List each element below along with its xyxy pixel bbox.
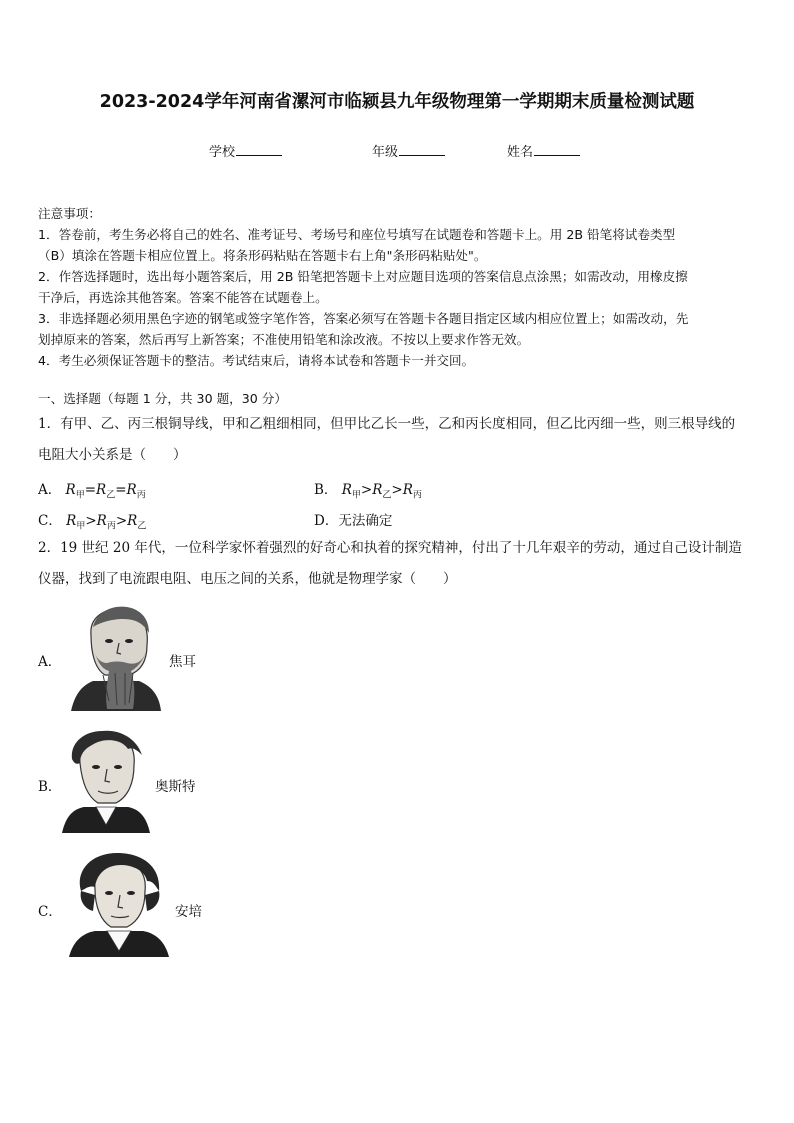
question-1-line-1: 1．有甲、乙、丙三根铜导线，甲和乙粗细相同，但甲比乙长一些，乙和丙长度相同，但乙比丙细一些，则三根导线的	[38, 416, 736, 432]
q2-option-b-letter[interactable]: B．	[38, 779, 62, 795]
r-symbol: R	[402, 482, 413, 498]
subscript: 乙	[137, 521, 147, 532]
question-2-line-1: 2．19 世纪 20 年代，一位科学家怀着强烈的好奇心和执着的探究精神，付出了十几年艰辛的劳动，通过自己设计制造	[38, 540, 742, 556]
subscript: 乙	[106, 490, 116, 501]
subscript: 甲	[76, 521, 86, 532]
question-1-line-2: 电阻大小关系是（ ）	[38, 447, 187, 463]
notes-line: 2．作答选择题时，选出每小题答案后，用 2B 铅笔把答题卡上对应题目选项的答案信息点涂黑；如需改动，用橡皮擦	[38, 269, 688, 284]
school-label: 学校	[209, 145, 236, 160]
notes-line: （B）填涂在答题卡相应位置上。将条形码粘贴在答题卡右上角"条形码粘贴处"。	[38, 248, 487, 263]
student-info-row	[0, 141, 794, 161]
r-symbol: R	[96, 513, 107, 529]
r-symbol: R	[126, 482, 137, 498]
notes-line: 3．非选择题必须用黑色字迹的钢笔或签字笔作答，答案必须写在答题卡各题目指定区域内相应位置上；如需改动，先	[38, 311, 689, 326]
notes-heading: 注意事项：	[38, 206, 101, 221]
question-2	[38, 533, 760, 595]
option-letter: A．	[38, 482, 62, 498]
r-symbol: R	[372, 482, 383, 498]
q2-option-c-letter[interactable]: C．	[38, 904, 62, 920]
name-label: 姓名	[507, 145, 534, 160]
notes-line: 干净后，再选涂其他答案。答案不能答在试题卷上。	[38, 290, 328, 305]
grade-label: 年级	[372, 145, 399, 160]
subscript: 丙	[136, 490, 146, 501]
notes-line: 1．答卷前，考生务必将自己的姓名、准考证号、考场号和座位号填写在试题卷和答题卡上。用 2B 铅笔将试卷类型	[38, 227, 676, 242]
question-2-line-2: 仪器，找到了电流跟电阻、电压之间的关系，他就是物理学家（ ）	[38, 571, 457, 587]
q2-option-a-letter[interactable]: A．	[38, 654, 62, 670]
operator: =	[84, 482, 97, 498]
subscript: 甲	[75, 490, 85, 501]
subscript: 丙	[412, 490, 422, 501]
r-symbol: R	[96, 482, 107, 498]
q1-option-a[interactable]	[38, 478, 146, 501]
notes-line: 划掉原来的答案，然后再写上新答案；不准使用铅笔和涂改液。不按以上要求作答无效。	[38, 332, 530, 347]
notes-section	[38, 203, 760, 371]
r-symbol: R	[66, 513, 77, 529]
operator: >	[360, 482, 373, 498]
subscript: 甲	[351, 490, 361, 501]
portrait-joule-image	[69, 605, 163, 711]
grade-blank	[399, 143, 445, 156]
portrait-oersted-image	[62, 729, 150, 833]
school-blank	[236, 143, 282, 156]
grade-field	[372, 141, 445, 160]
name-field	[507, 141, 580, 160]
option-letter: C．	[38, 513, 62, 529]
r-symbol: R	[341, 482, 352, 498]
r-symbol: R	[127, 513, 138, 529]
q1-option-d[interactable]: D．无法确定	[314, 513, 393, 529]
option-letter: B．	[314, 482, 338, 498]
q2-option-a-name: 焦耳	[169, 654, 196, 670]
portrait-ampere-image	[69, 851, 169, 957]
operator: =	[115, 482, 127, 498]
q2-option-b-name: 奥斯特	[155, 779, 196, 795]
operator: >	[391, 482, 403, 498]
q1-option-c[interactable]	[38, 509, 146, 532]
exam-title: 2023-2024学年河南省漯河市临颍县九年级物理第一学期期末质量检测试题	[99, 92, 695, 112]
section-heading: 一、选择题（每题 1 分，共 30 题，30 分）	[38, 391, 287, 406]
subscript: 丙	[106, 521, 116, 532]
r-symbol: R	[65, 482, 76, 498]
q1-option-b[interactable]	[314, 478, 422, 501]
operator: >	[115, 513, 128, 529]
name-blank	[534, 143, 580, 156]
subscript: 乙	[382, 490, 392, 501]
operator: >	[85, 513, 97, 529]
school-field	[209, 141, 282, 160]
question-1	[38, 409, 760, 471]
notes-line: 4．考生必须保证答题卡的整洁。考试结束后，请将本试卷和答题卡一并交回。	[38, 353, 475, 368]
q2-option-c-name: 安培	[175, 904, 202, 920]
